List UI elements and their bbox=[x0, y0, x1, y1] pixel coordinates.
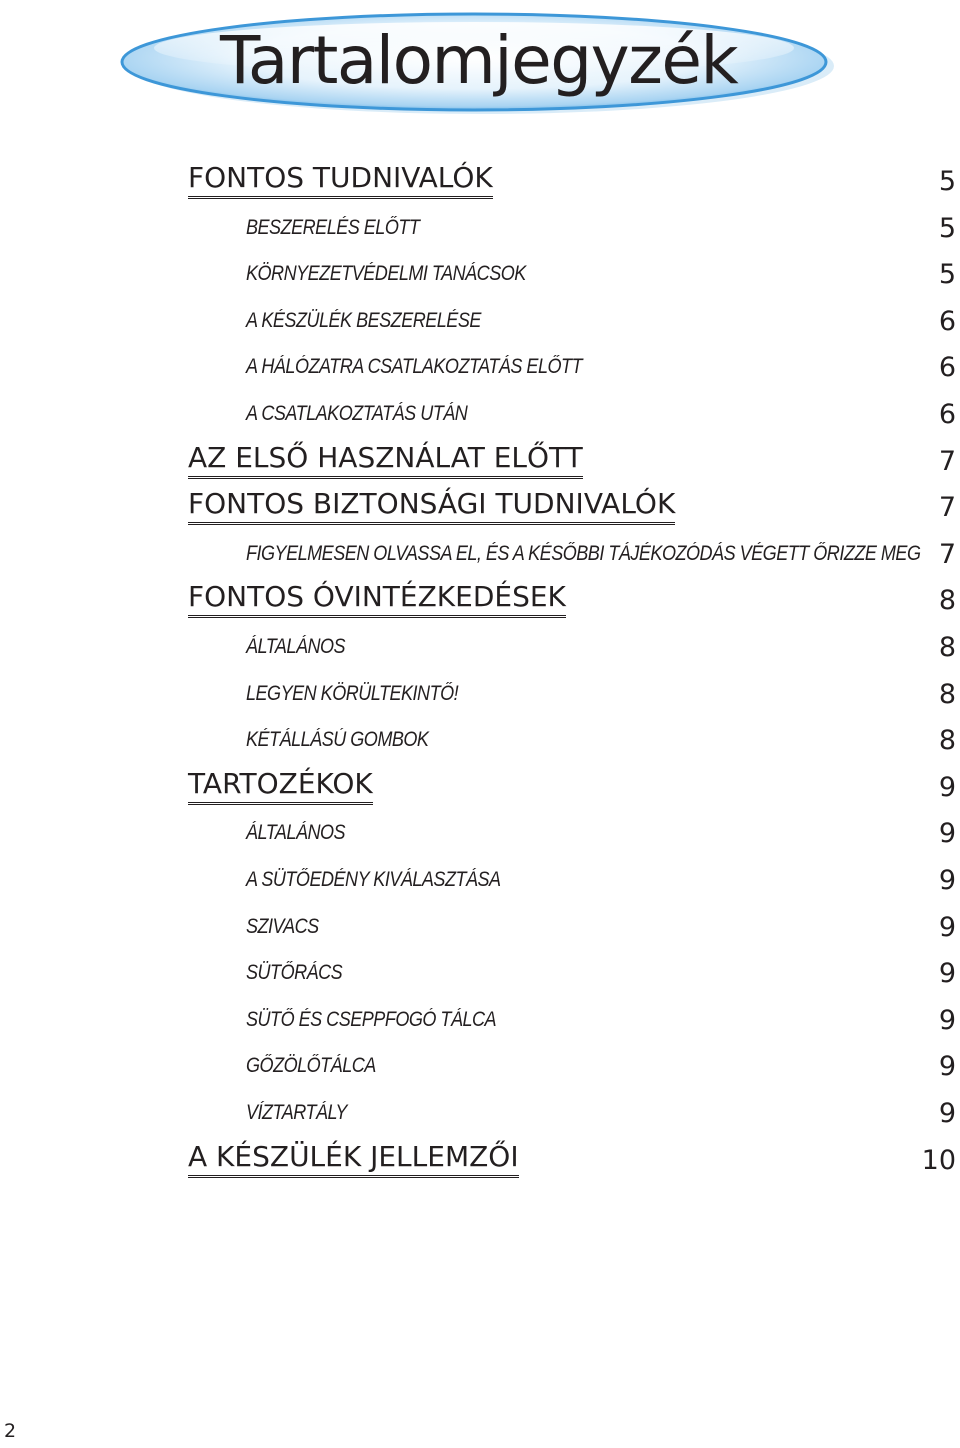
toc-entry-page-number: 8 bbox=[938, 632, 956, 663]
toc-entry-page-number: 10 bbox=[921, 1144, 956, 1176]
toc-entry-page-number: 7 bbox=[938, 538, 956, 570]
toc-entry-page-number: 8 bbox=[938, 725, 956, 757]
toc-entry-label: A CSATLAKOZTATÁS UTÁN bbox=[246, 402, 468, 425]
toc-subsection-entry bbox=[0, 816, 960, 856]
toc-entry-label: VÍZTARTÁLY bbox=[246, 1101, 347, 1124]
toc-entry-page-number: 7 bbox=[938, 492, 956, 524]
toc-subsection-entry bbox=[0, 1049, 960, 1089]
toc-subsection-entry bbox=[0, 397, 960, 437]
toc-subsection-entry bbox=[0, 863, 960, 903]
toc-entry-label: ÁLTALÁNOS bbox=[246, 635, 346, 658]
toc-subsection-entry bbox=[0, 257, 960, 297]
toc-entry-label: SÜTŐ ÉS CSEPPFOGÓ TÁLCA bbox=[246, 1007, 497, 1031]
toc-section-entry bbox=[0, 161, 960, 204]
toc-entry-page-number: 5 bbox=[938, 166, 956, 197]
toc-entry-page-number: 7 bbox=[938, 445, 956, 477]
toc-entry-label: BESZERELÉS ELŐTT bbox=[246, 215, 420, 239]
toc-entry-page-number: 6 bbox=[938, 305, 956, 337]
page-title: Tartalomjegyzék bbox=[220, 22, 738, 99]
toc-entry-page-number: 9 bbox=[938, 1004, 956, 1036]
toc-entry-label: KÉTÁLLÁSÚ GOMBOK bbox=[246, 728, 429, 752]
toc-section-entry bbox=[0, 766, 960, 810]
toc-entry-label: FIGYELMESEN OLVASSA EL, ÉS A KÉSŐBBI TÁJÉKOZÓDÁS VÉGETT ŐRIZZE MEG bbox=[246, 541, 921, 565]
toc-section-entry bbox=[0, 580, 960, 623]
toc-subsection-entry bbox=[0, 910, 960, 950]
toc-entry-page-number: 9 bbox=[938, 911, 956, 943]
toc-entry-label: AZ ELSŐ HASZNÁLAT ELŐTT bbox=[188, 444, 583, 479]
toc-subsection-entry bbox=[0, 304, 960, 344]
toc-entry-page-number: 9 bbox=[938, 1098, 956, 1129]
title-banner bbox=[118, 8, 838, 118]
toc-entry-page-number: 9 bbox=[938, 771, 956, 803]
toc-entry-page-number: 6 bbox=[938, 352, 956, 384]
toc-subsection-entry bbox=[0, 537, 960, 577]
toc-entry-label: LEGYEN KÖRÜLTEKINTŐ! bbox=[246, 681, 459, 705]
toc-entry-page-number: 8 bbox=[938, 585, 956, 617]
toc-entry-label: FONTOS TUDNIVALÓK bbox=[188, 164, 493, 199]
toc-entry-label: A KÉSZÜLÉK JELLEMZŐI bbox=[188, 1143, 519, 1178]
toc-subsection-entry bbox=[0, 1003, 960, 1043]
toc-section-entry bbox=[0, 440, 960, 484]
page-number: 2 bbox=[4, 1420, 17, 1442]
toc-entry-label: KÖRNYEZETVÉDELMI TANÁCSOK bbox=[246, 262, 526, 286]
toc-entry-page-number: 9 bbox=[938, 958, 956, 990]
toc-entry-label: FONTOS BIZTONSÁGI TUDNIVALÓK bbox=[188, 490, 675, 525]
toc-subsection-entry bbox=[0, 1096, 960, 1136]
toc-entry-label: SÜTŐRÁCS bbox=[246, 961, 343, 985]
toc-entry-label: SZIVACS bbox=[246, 914, 319, 938]
toc-entry-label: ÁLTALÁNOS bbox=[246, 821, 346, 845]
toc-entry-page-number: 8 bbox=[938, 678, 956, 710]
toc-subsection-entry bbox=[0, 956, 960, 996]
toc-entry-page-number: 9 bbox=[938, 1051, 956, 1083]
toc-subsection-entry bbox=[0, 630, 960, 670]
toc-entry-label: A SÜTŐEDÉNY KIVÁLASZTÁSA bbox=[246, 868, 501, 891]
toc-subsection-entry bbox=[0, 723, 960, 763]
toc-entry-page-number: 9 bbox=[938, 865, 956, 896]
toc-section-entry bbox=[0, 487, 960, 530]
toc-entry-page-number: 9 bbox=[938, 818, 956, 850]
toc-entry-label: A HÁLÓZATRA CSATLAKOZTATÁS ELŐTT bbox=[246, 355, 583, 379]
toc-entry-label: A KÉSZÜLÉK BESZERELÉSE bbox=[246, 308, 481, 332]
toc-subsection-entry bbox=[0, 350, 960, 390]
toc-entry-label: TARTOZÉKOK bbox=[188, 770, 373, 805]
toc-subsection-entry bbox=[0, 211, 960, 251]
toc-section-entry bbox=[0, 1139, 960, 1183]
toc-subsection-entry bbox=[0, 677, 960, 717]
toc-entry-page-number: 6 bbox=[938, 399, 956, 430]
toc-entry-page-number: 5 bbox=[938, 259, 956, 291]
toc-entry-label: FONTOS ÓVINTÉZKEDÉSEK bbox=[188, 583, 566, 618]
toc-entry-label: GŐZÖLŐTÁLCA bbox=[246, 1054, 376, 1078]
toc-entry-page-number: 5 bbox=[938, 212, 956, 244]
